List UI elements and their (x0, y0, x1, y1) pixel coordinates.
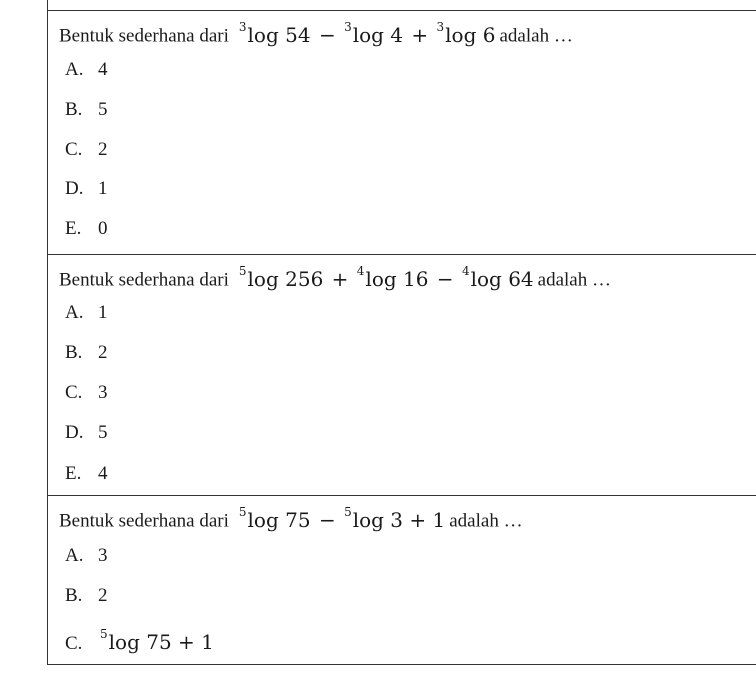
stem-prefix: Bentuk sederhana dari (59, 25, 229, 47)
question-3 (48, 495, 756, 654)
math-expression: $^5$log 256 + $^4$log 16 − $^4$log 64 (238, 264, 534, 291)
stem-suffix: adalah … (499, 25, 573, 47)
question-stem (59, 504, 523, 533)
question-stem (59, 19, 573, 48)
option-d[interactable]: D. 1 (65, 178, 108, 199)
stem-suffix: adalah … (449, 510, 523, 532)
option-c[interactable]: C. 2 (65, 139, 108, 160)
math-expression: $^3$log 54 − $^3$log 4 + $^3$log 6 (238, 20, 496, 47)
option-c[interactable]: C. $^5$log 75 + 1 (65, 627, 214, 654)
stem-prefix: Bentuk sederhana dari (59, 269, 229, 291)
question-stem (59, 263, 611, 292)
stem-suffix: adalah … (537, 269, 611, 291)
table-top-border (48, 10, 756, 11)
option-b[interactable]: B. 5 (65, 99, 108, 120)
option-a[interactable]: A. 3 (65, 545, 108, 566)
stem-prefix: Bentuk sederhana dari (59, 510, 229, 532)
option-c[interactable]: C. 3 (65, 382, 108, 403)
option-a[interactable]: A. 4 (65, 59, 108, 80)
question-table (47, 0, 756, 665)
option-d[interactable]: D. 5 (65, 422, 108, 443)
option-e[interactable]: E. 4 (65, 463, 108, 484)
question-2 (48, 254, 756, 484)
option-math: $^5$log 75 + 1 (100, 627, 214, 654)
option-a[interactable]: A. 1 (65, 302, 108, 323)
option-e[interactable]: E. 0 (65, 218, 108, 239)
option-b[interactable]: B. 2 (65, 342, 108, 363)
option-b[interactable]: B. 2 (65, 585, 108, 606)
math-expression: $^5$log 75 − $^5$log 3 + 1 (238, 505, 446, 532)
